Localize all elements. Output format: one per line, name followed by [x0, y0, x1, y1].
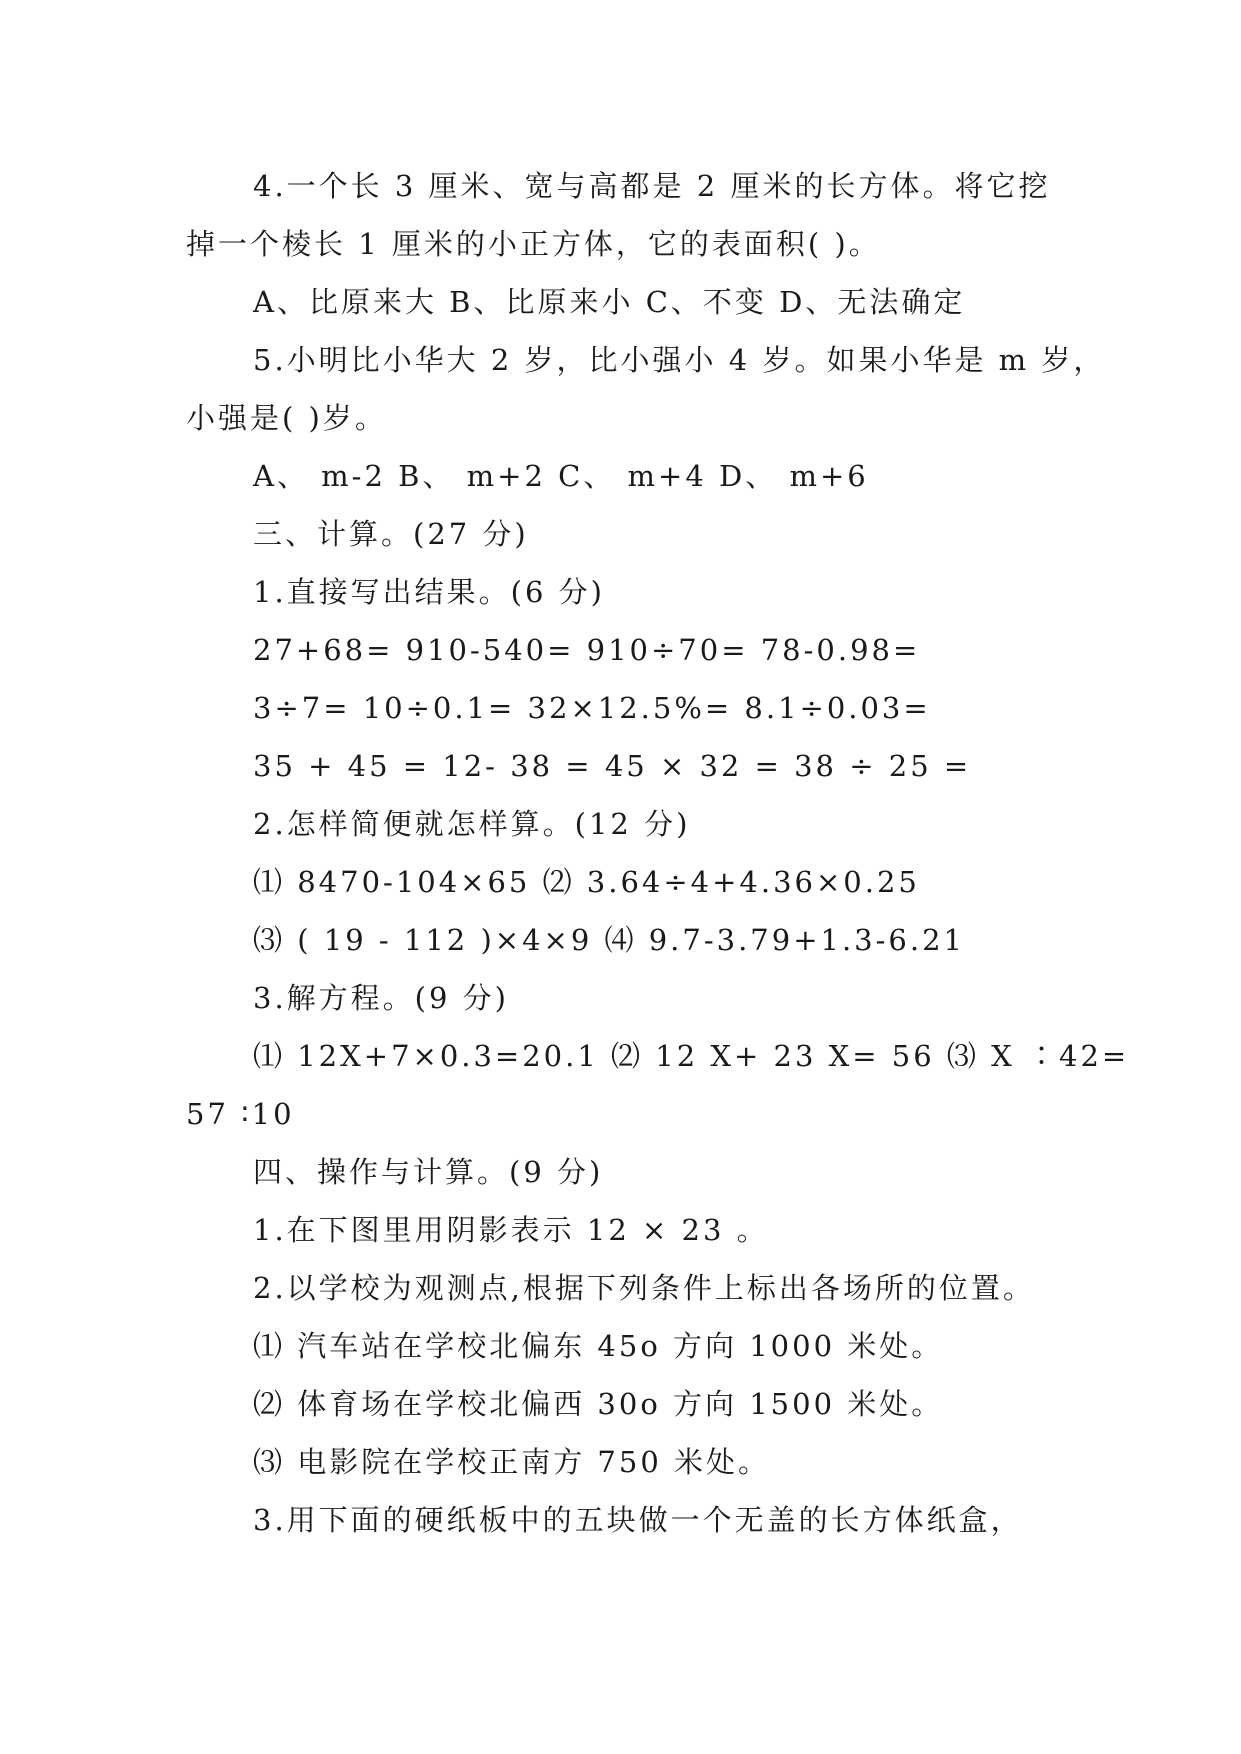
question-4-line-1: 4.一个长 3 厘米、宽与高都是 2 厘米的长方体。将它挖 [253, 169, 1051, 203]
question-5-line-2: 小强是( )岁。 [186, 401, 387, 435]
calc-row-1: 27+68= 910-540= 910÷70= 78-0.98= [253, 633, 921, 667]
section-3-part-1-heading: 1.直接写出结果。(6 分) [253, 575, 605, 609]
section-4-item-3: 3.用下面的硬纸板中的五块做一个无盖的长方体纸盒， [253, 1503, 1023, 1537]
calc-row-2: 3÷7= 10÷0.1= 32×12.5%= 8.1÷0.03= [253, 691, 931, 725]
section-3-part-3-heading: 3.解方程。(9 分) [253, 981, 509, 1015]
location-item-3: ⑶ 电影院在学校正南方 750 米处。 [253, 1445, 771, 1479]
question-4-line-2: 掉一个棱长 1 厘米的小正方体，它的表面积( )。 [186, 227, 881, 261]
question-4-options: A、比原来大 B、比原来小 C、不变 D、无法确定 [253, 285, 966, 319]
calc-row-3: 35 + 45 = 12- 38 = 45 × 32 = 38 ÷ 25 = [253, 749, 972, 783]
location-item-1: ⑴ 汽车站在学校北偏东 45o 方向 1000 米处。 [253, 1329, 944, 1363]
section-4-item-1: 1.在下图里用阴影表示 12 × 23 。 [253, 1213, 769, 1247]
simplify-row-2: ⑶ ( 19 - 112 )×4×9 ⑷ 9.7-3.79+1.3-6.21 [253, 923, 965, 957]
section-4-heading: 四、操作与计算。(9 分) [253, 1155, 604, 1189]
section-3-heading: 三、计算。(27 分) [253, 517, 529, 551]
question-5-options: A、 m-2 B、 m+2 C、 m+4 D、 m+6 [253, 459, 869, 493]
section-4-item-2: 2.以学校为观测点,根据下列条件上标出各场所的位置。 [253, 1271, 1035, 1305]
question-5-line-1: 5.小明比小华大 2 岁，比小强小 4 岁。如果小华是 m 岁， [253, 343, 1106, 377]
simplify-row-1: ⑴ 8470-104×65 ⑵ 3.64÷4+4.36×0.25 [253, 865, 920, 899]
section-3-part-2-heading: 2.怎样简便就怎样算。(12 分) [253, 807, 691, 841]
equation-row-1: ⑴ 12X+7×0.3=20.1 ⑵ 12 X+ 23 X= 56 ⑶ X ∶42= [253, 1039, 1130, 1073]
location-item-2: ⑵ 体育场在学校北偏西 30o 方向 1500 米处。 [253, 1387, 944, 1421]
equation-row-2: 57 ∶10 [186, 1097, 295, 1131]
